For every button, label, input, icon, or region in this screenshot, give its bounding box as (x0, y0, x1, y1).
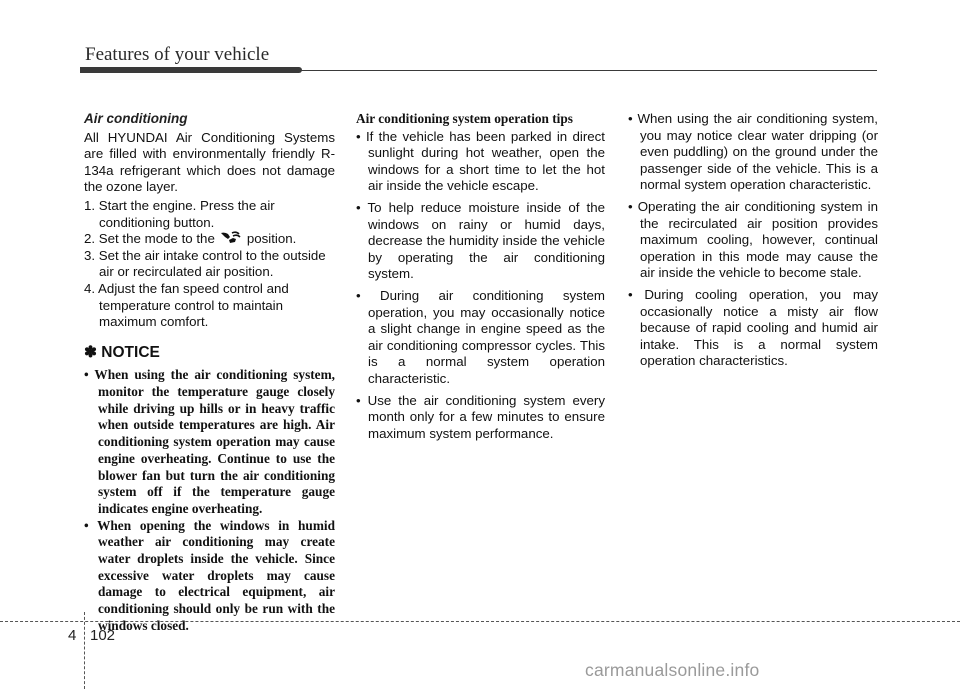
steps-list (84, 198, 335, 331)
column-3 (628, 111, 878, 375)
floor-defrost-mode-icon (219, 231, 241, 245)
tip-item: • When using the air conditioning system, you may notice clear water dripping (or even puddling) on the ground under the passenger side of the vehicle. This is a normal system operation characteristic. (628, 111, 878, 193)
tip-item: • Operating the air conditioning system in the recirculated air position provides maximum cooling, however, continual operation in this mode may cause the air inside the vehicle to become stale. (628, 198, 878, 281)
notice-list (84, 367, 335, 634)
page-number: 102 (90, 627, 116, 644)
tip-item: • If the vehicle has been parked in direct sunlight during hot weather, open the windows for a short time to let the hot air inside the vehicle escape. (356, 128, 605, 194)
tips-list (356, 129, 605, 443)
tips-list-continued (628, 111, 878, 370)
tip-item: • To help reduce moisture inside of the windows on rainy or humid days, decrease the humidity inside the vehicle by operating the air conditioning system. (356, 199, 605, 282)
intro-paragraph: All HYUNDAI Air Conditioning Systems are filled with environmentally friendly R-134a refrigerant which does not damage the ozone layer. (84, 129, 335, 195)
notice-title: ✽ NOTICE (84, 343, 160, 361)
column-1 (84, 111, 335, 635)
footer-divider (84, 612, 85, 689)
step-3: 3. Set the air intake control to the outside air or recirculated air position. (84, 247, 326, 280)
header-rule (300, 70, 877, 71)
tip-item: • During air conditioning system operation, you may occasionally notice a slight change in engine speed as the air conditioning compressor cycles. This is a normal system operation characteristic. (356, 287, 605, 386)
step-2 (84, 231, 335, 248)
tips-heading: Air conditioning system operation tips (356, 111, 573, 126)
notice-item: • When using the air conditioning system, monitor the temperature gauge closely while driving up hills or in heavy traffic when outside temperatures are high. Air conditioning system operation may cause engine overheating. Continue to use the blower fan but turn the air conditioning system off if the temperature gauge indicates engine overheating. (84, 367, 335, 516)
tip-item: • Use the air conditioning system every month only for a few minutes to ensure maximum system performance. (356, 392, 605, 441)
tip-item: • During cooling operation, you may occasionally notice a misty air flow because of rapid cooling and humid air intake. This is a normal system operation characteristics. (628, 286, 878, 369)
notice-item: • When opening the windows in humid weather air conditioning may create water droplets inside the vehicle. Since excessive water droplets may cause damage to electrical equipment, air conditioning should only be run with the windows closed. (84, 517, 335, 633)
step-1: 1. Start the engine. Press the air conditioning button. (84, 197, 275, 230)
step-4: 4. Adjust the fan speed control and temperature control to maintain maximum comfort. (84, 280, 289, 330)
column-2 (356, 111, 605, 447)
chapter-number: 4 (68, 627, 77, 644)
step-2-text-end: position. (246, 231, 297, 247)
header-title: Features of your vehicle (85, 44, 270, 65)
header-bar (80, 67, 302, 73)
section-title: Air conditioning (84, 111, 188, 126)
watermark[interactable]: carmanualsonline.info (585, 660, 760, 680)
footer-rule (0, 621, 960, 622)
step-2-text: 2. Set the mode to the (84, 231, 215, 247)
